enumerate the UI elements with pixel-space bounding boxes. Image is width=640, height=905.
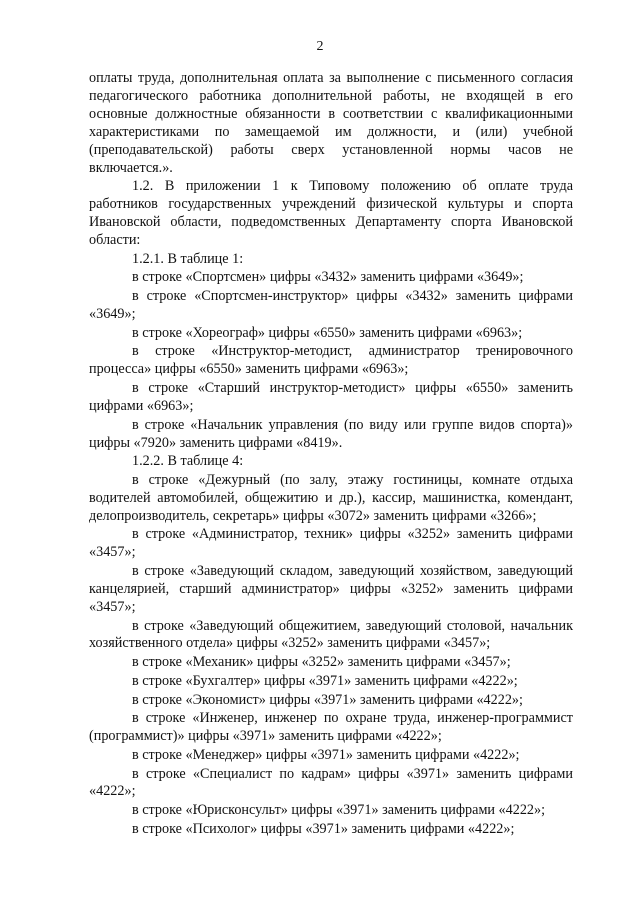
- list-item: в строке «Психолог» цифры «3971» заменить цифрами «4222»;: [132, 820, 515, 837]
- list-item: в строке «Менеджер» цифры «3971» заменить цифрами «4222»;: [132, 746, 520, 763]
- list-item: в строке «Механик» цифры «3252» заменить цифрами «3457»;: [132, 654, 511, 671]
- paragraph-1-2: 1.2. В приложении 1 к Типовому положению об оплате труда работников государственных учреждений физической культуры и спорта Ивановской области, подведомственных Департаменту спорта Ивановской области:: [89, 178, 573, 248]
- document-body: [89, 70, 573, 840]
- list-item: в строке «Администратор, техник» цифры «3252» заменить цифрами «3457»;: [89, 526, 573, 561]
- list-item: в строке «Экономист» цифры «3971» заменить цифрами «4222»;: [132, 691, 523, 708]
- list-item: в строке «Начальник управления (по виду или группе видов спорта)» цифры «7920» заменить цифрами «8419».: [89, 416, 573, 451]
- list-item: в строке «Старший инструктор-методист» цифры «6550» заменить цифрами «6963»;: [89, 379, 573, 414]
- list-item: в строке «Заведующий общежитием, заведующий столовой, начальник хозяйственного отдела» цифры «3252» заменить цифрами «3457»;: [89, 617, 573, 652]
- list-item: в строке «Хореограф» цифры «6550» заменить цифрами «6963»;: [132, 324, 523, 341]
- list-item: в строке «Спортсмен» цифры «3432» заменить цифрами «3649»;: [132, 269, 524, 286]
- list-item: в строке «Спортсмен-инструктор» цифры «3432» заменить цифрами «3649»;: [89, 288, 573, 322]
- paragraph-1: оплаты труда, дополнительная оплата за выполнение с письменного согласия педагогического работника дополнительной работы, не входящей в его основные должностные обязанности в соответствии с квалификационными характеристиками по замещаемой им должности, и (или) учебной (преподавательской) работы сверх установленной нормы часов не включается.».: [89, 70, 573, 176]
- list-item: в строке «Юрисконсульт» цифры «3971» заменить цифрами «4222»;: [132, 802, 546, 819]
- list-item: в строке «Заведующий складом, заведующий хозяйством, заведующий канцелярией, старший администратор» цифры «3252» заменить цифрами «3457»;: [89, 563, 573, 615]
- page-number: 2: [316, 39, 324, 54]
- list-item: в строке «Инженер, инженер по охране труда, инженер-программист (программист)» цифры «3971» заменить цифрами «4222»;: [89, 710, 573, 745]
- paragraph-1-2-2: 1.2.2. В таблице 4:: [132, 453, 244, 470]
- list-item: в строке «Бухгалтер» цифры «3971» заменить цифрами «4222»;: [132, 672, 518, 689]
- paragraph-1-2-1: 1.2.1. В таблице 1:: [132, 250, 244, 267]
- list-item: в строке «Дежурный (по залу, этажу гостиницы, комнате отдыха водителей автомобилей, общежитию и др.), кассир, машинистка, комендант, делопроизводитель, секретарь» цифры «3072» заменить цифрами «3266»;: [89, 471, 573, 524]
- list-item: в строке «Инструктор-методист, администратор тренировочного процесса» цифры «6550» заменить цифрами «6963»;: [89, 343, 573, 378]
- list-item: в строке «Специалист по кадрам» цифры «3971» заменить цифрами «4222»;: [89, 765, 573, 800]
